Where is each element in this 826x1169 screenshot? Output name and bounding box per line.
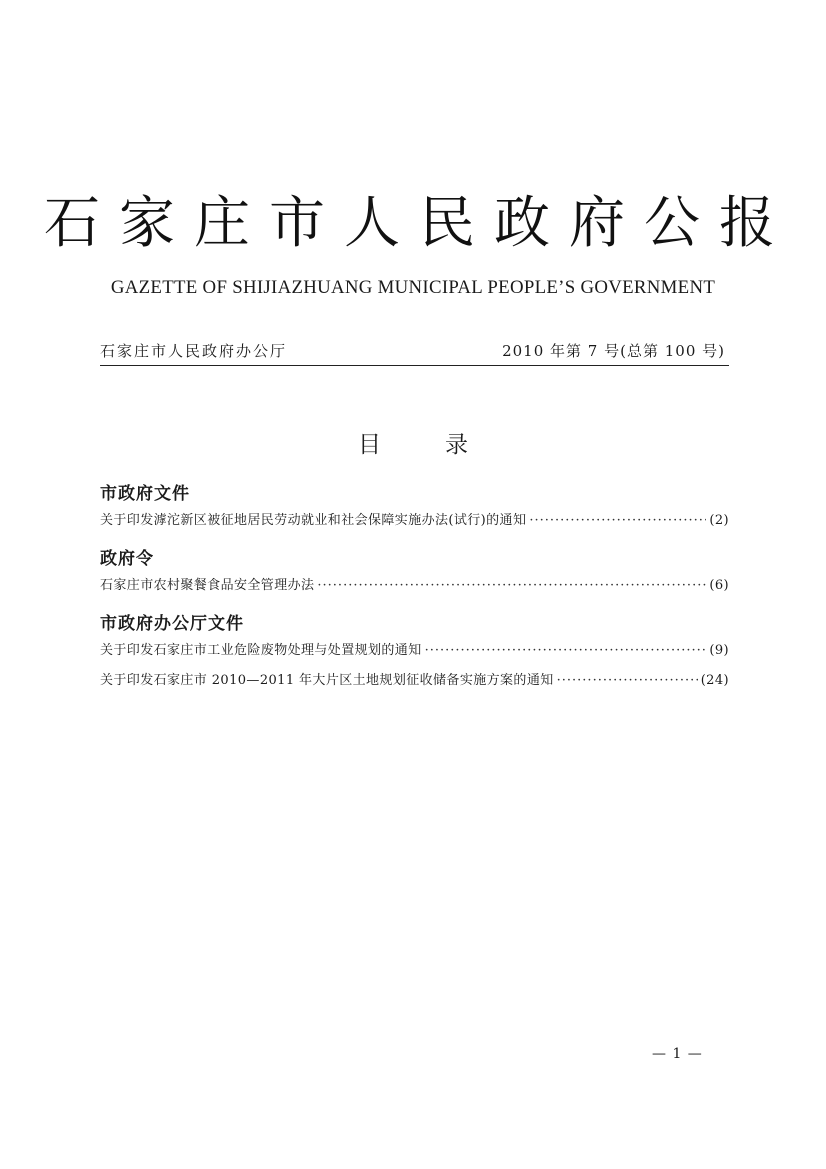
toc-section-municipal-documents <box>100 482 729 541</box>
gazette-title: 石家庄市人民政府公报 <box>44 191 794 256</box>
toc-entry-page: (2) <box>709 513 729 528</box>
toc-section-office-documents <box>100 612 729 701</box>
toc-entry-title: 关于印发石家庄市 2010—2011 年大片区土地规划征收储备实施方案的通知 <box>100 673 554 688</box>
table-of-contents <box>100 482 729 701</box>
gazette-english-title: GAZETTE OF SHIJIAZHUANG MUNICIPAL PEOPLE’S GOVERNMENT <box>110 277 716 298</box>
toc-entry-page: (24) <box>700 673 729 688</box>
issue-number: 2010 年第 7 号(总第 100 号) <box>502 342 725 360</box>
toc-entry[interactable] <box>100 576 729 606</box>
issue-bar <box>100 337 729 366</box>
toc-entry-page: (9) <box>709 643 729 658</box>
section-heading: 市政府办公厅文件 <box>100 614 244 634</box>
toc-entry[interactable] <box>100 671 729 701</box>
toc-entry-title: 关于印发石家庄市工业危险废物处理与处置规划的通知 <box>100 643 422 658</box>
toc-title <box>0 428 826 462</box>
toc-entry-title: 关于印发滹沱新区被征地居民劳动就业和社会保障实施办法(试行)的通知 <box>100 513 527 528</box>
toc-section-government-orders <box>100 547 729 606</box>
toc-entry-title: 石家庄市农村聚餐食品安全管理办法 <box>100 578 315 593</box>
toc-entry[interactable] <box>100 641 729 671</box>
publisher-name: 石家庄市人民政府办公厅 <box>100 342 288 360</box>
dot-leader <box>317 576 706 596</box>
toc-entry[interactable] <box>100 511 729 541</box>
dot-leader <box>529 511 706 531</box>
toc-title-left: 目 <box>358 432 381 458</box>
dot-leader <box>425 641 707 661</box>
toc-entry-page: (6) <box>709 578 729 593</box>
toc-title-right: 录 <box>445 432 468 458</box>
dot-leader <box>557 671 698 691</box>
page-number: — 1 — <box>652 1046 703 1062</box>
section-heading: 市政府文件 <box>100 484 190 504</box>
section-heading: 政府令 <box>100 549 154 569</box>
